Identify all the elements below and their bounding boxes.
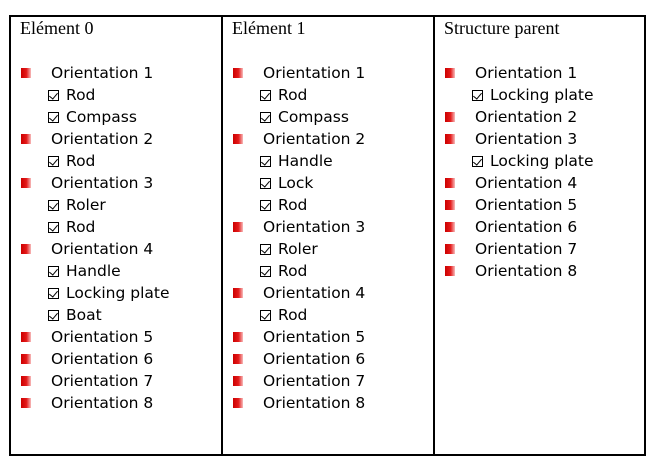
checked-box-icon [48, 222, 59, 233]
red-square-bullet-icon [233, 354, 243, 364]
checked-box-icon [260, 310, 271, 321]
red-square-bullet-icon [445, 266, 455, 276]
orientation-item [223, 326, 433, 348]
red-square-bullet-icon [233, 288, 243, 298]
item-list [223, 62, 433, 414]
orientation-item [435, 128, 644, 150]
checked-box-icon [260, 266, 271, 277]
column-title: Elément 1 [232, 18, 306, 38]
orientation-item [435, 238, 644, 260]
part-label: Rod [278, 196, 308, 214]
part-label: Locking plate [490, 152, 594, 170]
part-item [223, 150, 433, 172]
part-item [223, 238, 433, 260]
orientation-item [435, 106, 644, 128]
red-square-bullet-icon [21, 354, 31, 364]
checked-box-icon [48, 266, 59, 277]
part-label: Compass [66, 108, 137, 126]
orientation-label: Orientation 1 [475, 64, 578, 82]
orientation-label: Orientation 1 [51, 64, 154, 82]
red-square-bullet-icon [233, 222, 243, 232]
checked-box-icon [48, 310, 59, 321]
orientation-label: Orientation 2 [51, 130, 154, 148]
column-title: Elément 0 [20, 18, 94, 38]
orientation-label: Orientation 8 [475, 262, 578, 280]
orientation-label: Orientation 4 [263, 284, 366, 302]
part-item [11, 194, 221, 216]
orientation-item [223, 348, 433, 370]
red-square-bullet-icon [21, 178, 31, 188]
red-square-bullet-icon [445, 244, 455, 254]
part-label: Locking plate [490, 86, 594, 104]
column-title: Structure parent [444, 18, 560, 38]
part-label: Rod [66, 86, 96, 104]
orientation-label: Orientation 3 [263, 218, 366, 236]
part-item [435, 150, 644, 172]
orientation-item [223, 392, 433, 414]
red-square-bullet-icon [21, 244, 31, 254]
checked-box-icon [260, 244, 271, 255]
part-item [223, 172, 433, 194]
part-label: Rod [278, 306, 308, 324]
part-item [11, 304, 221, 326]
orientation-label: Orientation 4 [51, 240, 154, 258]
orientation-item [11, 370, 221, 392]
orientation-item [435, 260, 644, 282]
part-item [11, 260, 221, 282]
checked-box-icon [48, 156, 59, 167]
orientation-item [435, 216, 644, 238]
red-square-bullet-icon [445, 68, 455, 78]
checked-box-icon [48, 90, 59, 101]
checked-box-icon [260, 178, 271, 189]
orientation-item [11, 62, 221, 84]
orientation-item [435, 172, 644, 194]
red-square-bullet-icon [233, 134, 243, 144]
part-item [11, 216, 221, 238]
column-structure-parent [435, 17, 644, 454]
part-item [223, 304, 433, 326]
checked-box-icon [260, 90, 271, 101]
item-list [435, 62, 644, 282]
orientation-label: Orientation 2 [475, 108, 578, 126]
part-label: Rod [278, 86, 308, 104]
checked-box-icon [260, 156, 271, 167]
part-label: Roler [278, 240, 318, 258]
red-square-bullet-icon [233, 68, 243, 78]
red-square-bullet-icon [445, 200, 455, 210]
column-element-1 [223, 17, 435, 454]
part-label: Roler [66, 196, 106, 214]
red-square-bullet-icon [445, 222, 455, 232]
item-list [11, 62, 221, 414]
orientation-label: Orientation 3 [475, 130, 578, 148]
red-square-bullet-icon [21, 134, 31, 144]
part-label: Lock [278, 174, 314, 192]
orientation-item [223, 216, 433, 238]
red-square-bullet-icon [233, 398, 243, 408]
part-item [11, 106, 221, 128]
part-item [435, 84, 644, 106]
orientation-label: Orientation 8 [263, 394, 366, 412]
part-item [11, 84, 221, 106]
part-item [223, 84, 433, 106]
checked-box-icon [48, 112, 59, 123]
red-square-bullet-icon [445, 112, 455, 122]
checked-box-icon [472, 156, 483, 167]
orientation-item [435, 62, 644, 84]
part-label: Rod [66, 218, 96, 236]
red-square-bullet-icon [445, 178, 455, 188]
orientation-label: Orientation 5 [475, 196, 578, 214]
part-item [223, 260, 433, 282]
part-item [223, 106, 433, 128]
part-label: Rod [278, 262, 308, 280]
orientation-label: Orientation 5 [51, 328, 154, 346]
red-square-bullet-icon [21, 68, 31, 78]
part-item [11, 282, 221, 304]
part-label: Rod [66, 152, 96, 170]
orientation-label: Orientation 7 [475, 240, 578, 258]
part-label: Handle [278, 152, 333, 170]
part-label: Compass [278, 108, 349, 126]
orientation-item [223, 128, 433, 150]
orientation-item [11, 348, 221, 370]
red-square-bullet-icon [21, 332, 31, 342]
orientation-label: Orientation 6 [475, 218, 578, 236]
orientation-item [435, 194, 644, 216]
column-element-0 [11, 17, 223, 454]
orientation-label: Orientation 2 [263, 130, 366, 148]
orientation-label: Orientation 6 [263, 350, 366, 368]
orientation-label: Orientation 1 [263, 64, 366, 82]
orientation-item [11, 172, 221, 194]
part-label: Locking plate [66, 284, 170, 302]
orientation-label: Orientation 8 [51, 394, 154, 412]
red-square-bullet-icon [233, 332, 243, 342]
orientation-label: Orientation 7 [263, 372, 366, 390]
orientation-label: Orientation 3 [51, 174, 154, 192]
orientation-item [223, 370, 433, 392]
part-item [11, 150, 221, 172]
checked-box-icon [260, 200, 271, 211]
orientation-item [11, 392, 221, 414]
checked-box-icon [48, 288, 59, 299]
orientation-label: Orientation 5 [263, 328, 366, 346]
orientation-label: Orientation 7 [51, 372, 154, 390]
red-square-bullet-icon [21, 376, 31, 386]
element-table [9, 15, 646, 456]
checked-box-icon [48, 200, 59, 211]
red-square-bullet-icon [233, 376, 243, 386]
red-square-bullet-icon [445, 134, 455, 144]
orientation-label: Orientation 4 [475, 174, 578, 192]
orientation-item [223, 62, 433, 84]
orientation-item [11, 128, 221, 150]
orientation-label: Orientation 6 [51, 350, 154, 368]
checked-box-icon [472, 90, 483, 101]
orientation-item [11, 238, 221, 260]
checked-box-icon [260, 112, 271, 123]
part-item [223, 194, 433, 216]
part-label: Handle [66, 262, 121, 280]
orientation-item [223, 282, 433, 304]
part-label: Boat [66, 306, 102, 324]
red-square-bullet-icon [21, 398, 31, 408]
orientation-item [11, 326, 221, 348]
